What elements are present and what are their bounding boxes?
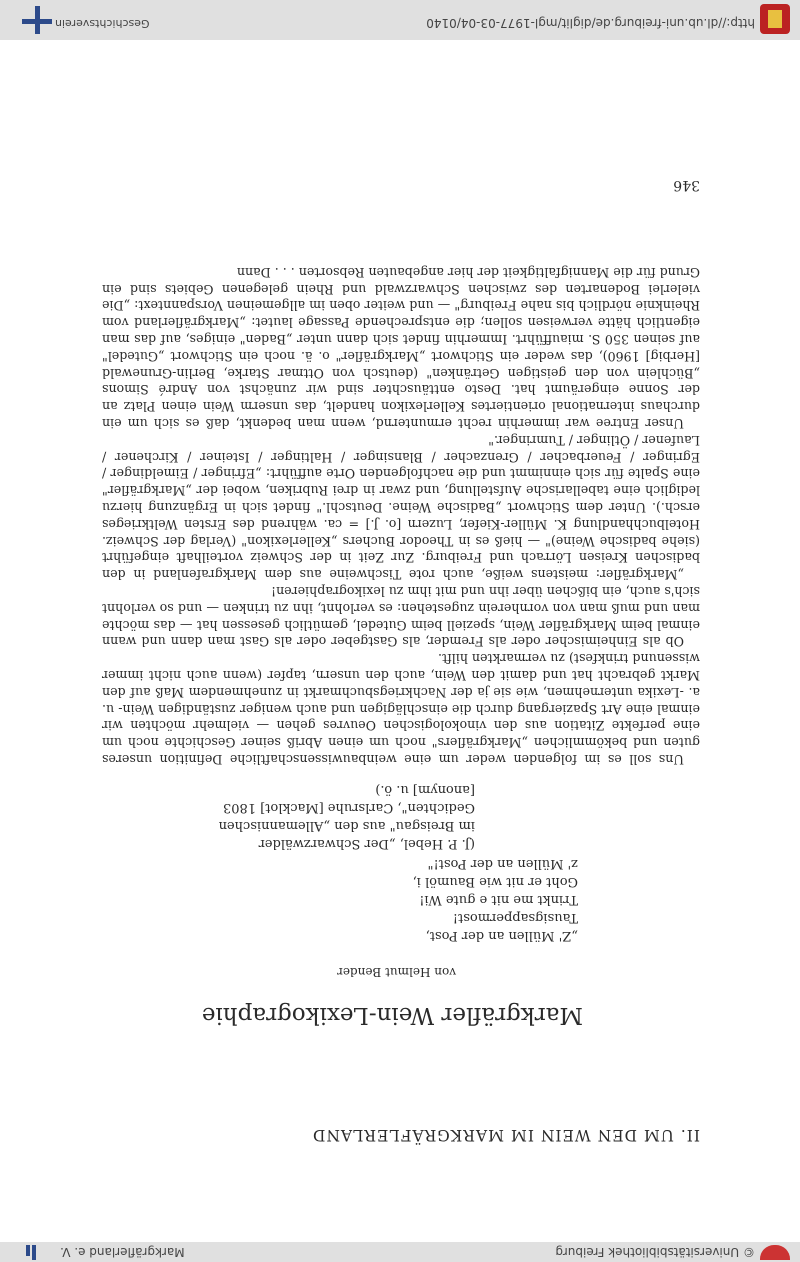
poem-line: Trinkt me nit e gute Wi! <box>419 892 578 907</box>
society-name-label: Geschichtsverein <box>55 17 150 30</box>
source-line: (J. P. Hebel, „Der Schwarzwälder <box>258 836 475 851</box>
author-line: von Helmut Bender <box>337 965 456 979</box>
epigraph-poem <box>413 854 578 944</box>
source-line: [anonym] u. ö.) <box>375 782 475 797</box>
article-title: Markgräfler Wein-Lexikographie <box>201 1002 583 1028</box>
copyright-label: © Universitätsbibliothek Freiburg <box>555 1245 755 1259</box>
article-body <box>102 263 700 767</box>
page-number: 346 <box>673 177 700 193</box>
library-logo-icon <box>760 1245 790 1260</box>
viewer-footer-bar <box>0 1242 800 1262</box>
society-coat-of-arms-icon <box>760 4 790 34</box>
epigraph-source <box>219 780 475 852</box>
society-label: Markgräflerland e. V. <box>60 1245 185 1259</box>
poem-line: z' Müllen an der Post!" <box>427 856 578 871</box>
permalink-url[interactable]: http://dl.ub.uni-freiburg.de/diglit/mgl-1977-03-04/0140 <box>426 16 755 30</box>
paragraph: Ob als Einheimischer oder als Fremder, als Gastgeber oder als Gast man dann und wann einmal beim Markgräfler Wein, speziell beim Gutedel, gemütlich gesessen hat — das möchte man und muß man von vornherein zugestehen: es verlohnt, ihn zu trinken — und so verlohnt sich's auch, ein bißchen über ihn und mit ihm zu lexikographieren! <box>102 584 700 650</box>
university-logo-icon <box>22 6 52 34</box>
viewer-header-bar <box>0 0 800 40</box>
poem-line: Tausigsappermost! <box>452 910 578 925</box>
section-heading: II. UM DEN WEIN IM MARKGRÄFLERLAND <box>311 1126 700 1144</box>
paragraph: Unser Entree war immerhin recht ermunternd, wenn man bedenkt, daß es sich um ein durchaus international orientiertes Kellerlexikon handelt, das unserm Wein einen Platz an der Sonne eingeräumt hat. Desto enttäuschter sind wir zunächst von André Simons „Büchlein von den geistigen Getränken" (deutsch von Ottmar Starke, Berlin-Grunewald [Herbig] 1960), das weder ein Stichwort „Markgräfler" o. ä. noch ein Stichwort „Gutedel" auf seinen 350 S. miaufführt. Immerhin findet sich dann unter „Baden" einiges, auf das man eigentlich hätte verweisen sollen; die entsprechende Passage lautet: „Markgräflerland vom Rheinknie nördlich bis nahe Freiburg" — und weiter oben im allgemeinen Vorspanntext: „Die vielerlei Bodenarten des zwischen Schwarzwald und Rhein gelegenen Gebiets sind ein Grund für die Mannigfaltigkeit der hier angebauten Rebsorten . . . Dann <box>102 264 700 432</box>
paragraph: „Markgräfler: meistens weiße, auch rote Tischweine aus dem Markgrafenland in den badischen Kreisen Lörrach und Freiburg. Zur Zeit in der Schweiz vorteilhaft eingeführt (siehe badische Weine)" — hieß es in Theodor Buchers „Kellerlexikon" (Verlag der Schweiz. Hotelbuchhandlung K. Müller-Kiefer, Luzern [o. J.] = ca. während des Ersten Weltkrieges ersch.). Unter dem Stichwort „Badische Weine. Deutschl." findet sich in Ergänzung hierzu lediglich eine tabellarische Aufstellung, und zwar in drei Rubriken, wobei der „Markgräfler" eine Spalte für sich einnimmt und die nachfolgenden Orte aufführt: „Efringer / Eimeldinger / Egringer / Feuerbacher / Grenzacher / Blansinger / Haltinger / Isteiner / Kirchener / Laufener / Ötlinger / Tumringer." <box>102 432 700 583</box>
paragraph: Uns soll es im folgenden weder um eine weinbauwissenschaftliche Definition unseres guten und bekömmlichen „Markgräflers" noch um einen Abriß seiner Geschichte noch um eine perfekte Zitation aus den vinokologischen Oeuvres gehen — vielmehr möchten wir einmal eine Art Spaziergang durch die einschlägigen und auch weniger zuständigen Wein- u. a. -Lexika unternehmen, wie sie ja der Nachkriegsbuchmarkt in zunehmendem Maß auf den Markt gebracht hat und damit den Wein, auch den unsern, tapfer (wenn auch nicht immer wissenund trinkfest) zu vermarkten hilft. <box>102 651 700 767</box>
university-logo-icon <box>22 1245 36 1260</box>
source-line: Gedichten", Carlsruhe [Macklot] 1803 <box>222 800 475 815</box>
poem-line: „Z' Müllen an der Post, <box>425 928 578 943</box>
poem-line: Goht er nit wie Baumöl i, <box>412 874 578 889</box>
source-line: im Breisgau" aus den „Allemannischen <box>218 818 475 833</box>
